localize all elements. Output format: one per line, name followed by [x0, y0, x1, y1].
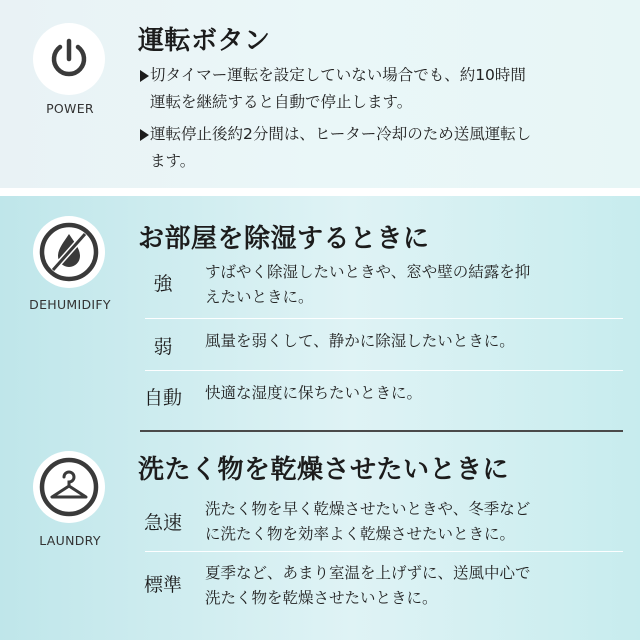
power-title: 運転ボタン [138, 26, 271, 56]
bullet-triangle-icon [140, 70, 149, 82]
row-divider [145, 318, 623, 319]
dehumidify-caption: DEHUMIDIFY [29, 297, 111, 312]
mode-desc-auto: 快適な湿度に保ちたいときに。 [205, 384, 423, 402]
mode-label-auto: 自動 [143, 387, 182, 409]
power-icon-badge [33, 23, 105, 95]
mode-label-standard: 標準 [143, 574, 182, 596]
mode-desc-quick: 洗たく物を早く乾燥させたいときや、冬季など に洗たく物を効率よく乾燥させたいときに。 [205, 500, 531, 543]
power-note-1 [140, 62, 630, 116]
power-note-2 [140, 121, 630, 175]
mode-desc-weak: 風量を弱くして、静かに除湿したいときに。 [205, 332, 515, 350]
laundry-icon-badge [33, 451, 105, 523]
hanger-icon [33, 451, 105, 523]
mode-label-weak: 弱 [153, 336, 173, 358]
mode-desc-strong: すばやく除湿したいときや、窓や壁の結露を抑 えたいときに。 [205, 263, 531, 306]
mode-label-strong: 強 [153, 273, 173, 295]
laundry-title: 洗たく物を乾燥させたいときに [138, 455, 510, 485]
mode-desc-standard: 夏季など、あまり室温を上げずに、送風中心で 洗たく物を乾燥させたいときに。 [205, 564, 531, 607]
power-caption: POWER [46, 101, 94, 116]
mode-label-quick: 急速 [143, 512, 182, 534]
row-divider [145, 370, 623, 371]
power-note-1-text: 切タイマー運転を設定していない場合でも、約10時間 運転を継続すると自動で停止します。 [150, 66, 526, 111]
power-icon [46, 36, 92, 82]
power-note-2-text: 運転停止後約2分間は、ヒーター冷却のため送風運転し ます。 [150, 125, 532, 170]
section-divider [140, 430, 623, 432]
dehumidify-title: お部屋を除湿するときに [138, 224, 430, 254]
row-divider [145, 551, 623, 552]
laundry-caption: LAUNDRY [39, 533, 101, 548]
bullet-triangle-icon [140, 129, 149, 141]
no-water-drop-icon [33, 216, 105, 288]
dehumidify-icon-badge [33, 216, 105, 288]
